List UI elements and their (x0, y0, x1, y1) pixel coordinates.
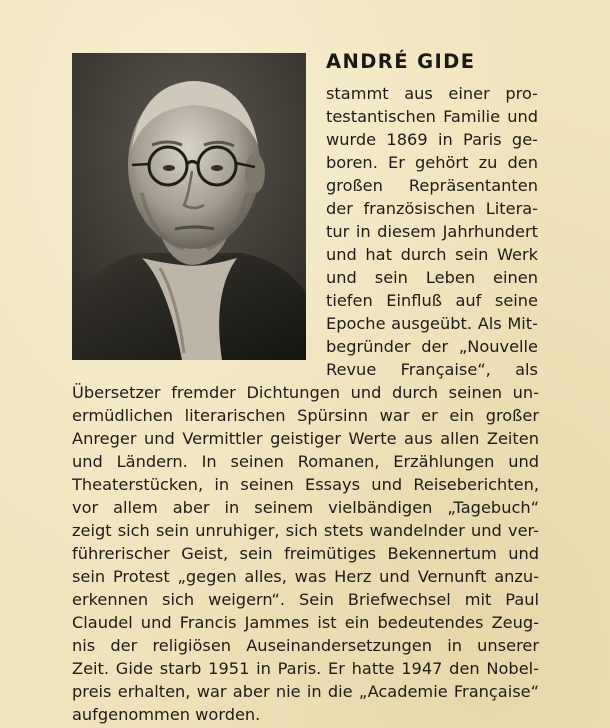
biography-line: und hat durch sein Werk (326, 245, 538, 264)
biography-line: wurde 1869 in Paris ge- (326, 130, 538, 149)
biography-line: Revue Française“, als (326, 360, 538, 379)
biography-line: testantischen Familie und (326, 107, 538, 126)
biography-line: großen Repräsentanten (326, 176, 538, 195)
biography-line: tur in diesem Jahrhundert (326, 222, 538, 241)
biography-line: und sein Leben einen (326, 268, 538, 287)
biography-line: führerischer Geist, sein freimütiges Bekennertum und (72, 544, 539, 563)
biography-line: Übersetzer fremder Dichtungen und durch seinen un- (72, 383, 539, 402)
biography-line: preis erhalten, war aber nie in die „Academie Française“ (72, 682, 539, 701)
biography-line: Epoche ausgeübt. Als Mit- (326, 314, 538, 333)
biography-line: aufgenommen worden. (72, 705, 261, 724)
biography-line: Claudel und Francis Jammes ist ein bedeutendes Zeug- (72, 613, 539, 632)
biography-line: stammt aus einer pro- (326, 84, 538, 103)
biography-line: Anreger und Vermittler geistiger Werte aus allen Zeiten (72, 429, 539, 448)
author-name-heading: ANDRÉ GIDE (326, 50, 476, 73)
biography-line: vor allem aber in seinem vielbändigen „Tagebuch“ (72, 498, 539, 517)
biography-line: erkennen sich weigern“. Sein Briefwechsel mit Paul (72, 590, 539, 609)
biography-line: Zeit. Gide starb 1951 in Paris. Er hatte 1947 den Nobel- (72, 659, 539, 678)
biography-line: und Ländern. In seinen Romanen, Erzählungen und (72, 452, 539, 471)
biography-line: tiefen Einfluß auf seine (326, 291, 538, 310)
biography-line: boren. Er gehört zu den (326, 153, 538, 172)
biography-line: nis der religiösen Auseinandersetzungen in unserer (72, 636, 539, 655)
biography-line: zeigt sich sein unruhiger, sich stets wandelnder und ver- (72, 521, 539, 540)
biography-line: Theaterstücken, in seinen Essays und Reiseberichten, (72, 475, 539, 494)
author-portrait-photo (72, 53, 306, 360)
portrait-image (72, 53, 306, 360)
biography-line: sein Protest „gegen alles, was Herz und Vernunft anzu- (72, 567, 539, 586)
biography-line: begründer der „Nouvelle (326, 337, 538, 356)
biography-line: der französischen Litera- (326, 199, 538, 218)
biography-line: ermüdlichen literarischen Spürsinn war er ein großer (72, 406, 539, 425)
